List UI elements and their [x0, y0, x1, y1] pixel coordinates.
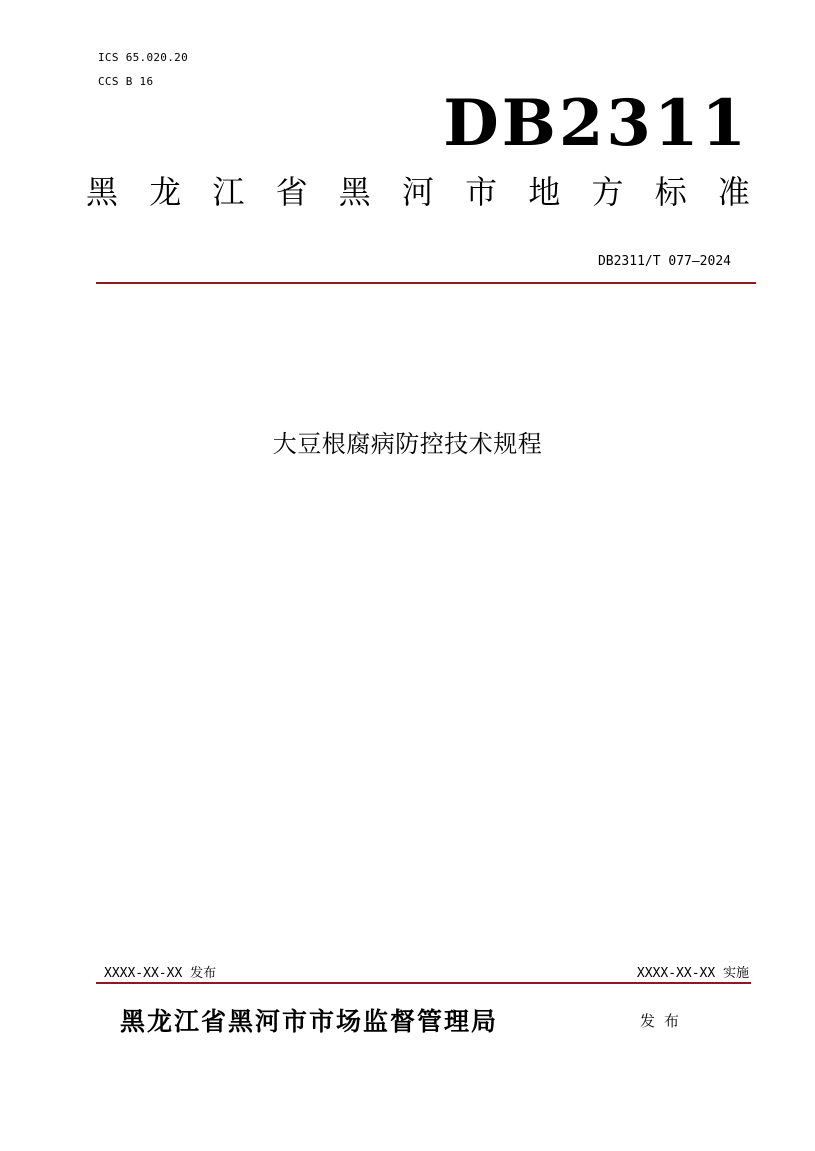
implementation-date: XXXX-XX-XX 实施	[636, 966, 749, 981]
bottom-divider	[96, 982, 751, 984]
standard-type-char: 方	[591, 173, 624, 211]
standard-type-char: 黑	[86, 173, 119, 211]
issue-date: XXXX-XX-XX 发布	[104, 966, 217, 981]
standard-type-char: 地	[528, 173, 561, 211]
standard-number: DB2311/T 077—2024	[597, 254, 731, 269]
top-divider	[96, 282, 756, 284]
standard-type-char: 省	[275, 173, 308, 211]
standard-type-char: 黑	[338, 173, 371, 211]
ccs-code: CCS B 16	[98, 75, 154, 88]
standard-code: DB2311	[443, 86, 749, 161]
issuing-label: 发布	[640, 1012, 689, 1030]
ics-code: ICS 65.020.20	[98, 51, 188, 64]
document-title: 大豆根腐病防控技术规程	[272, 430, 543, 458]
standard-type-char: 市	[465, 173, 498, 211]
issuing-authority: 黑龙江省黑河市市场监督管理局	[120, 1007, 499, 1036]
standard-type-char: 江	[212, 173, 245, 211]
standard-type-char: 标	[654, 173, 687, 211]
standard-type-char: 河	[401, 173, 434, 211]
standard-type-char: 龙	[149, 173, 182, 211]
standard-type	[86, 173, 750, 211]
standard-type-char: 准	[717, 173, 750, 211]
